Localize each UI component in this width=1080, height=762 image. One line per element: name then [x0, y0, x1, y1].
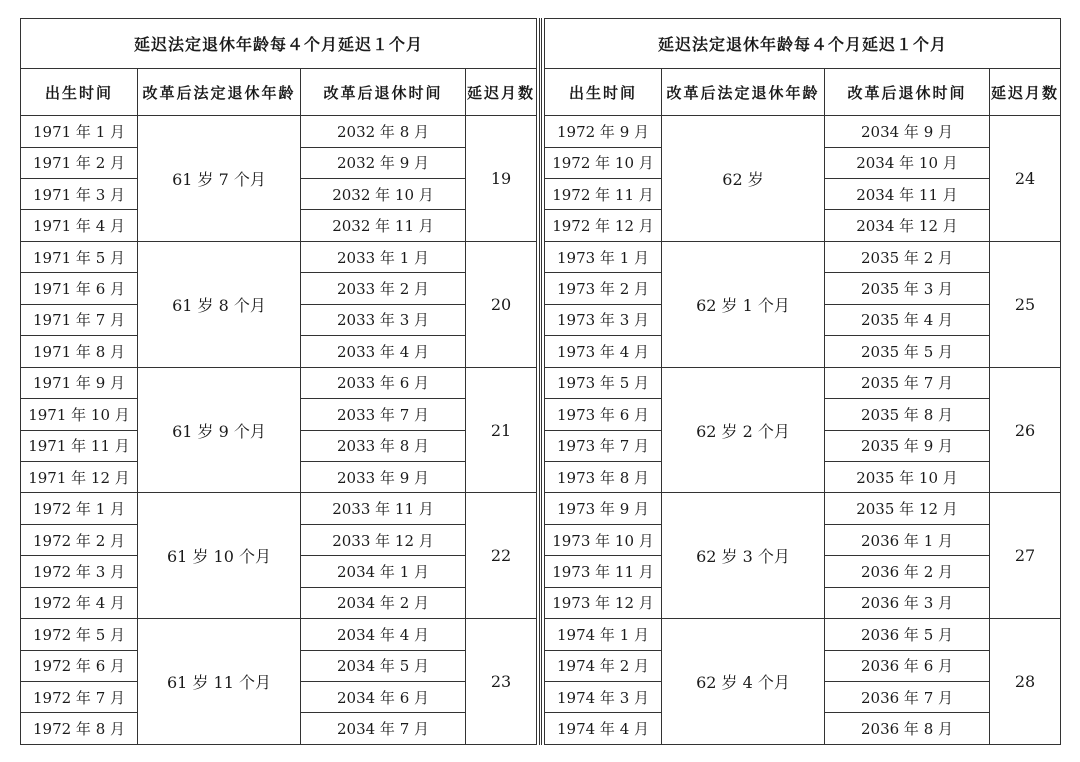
retirement-date-cell: 2036 年 5 月 [825, 619, 990, 650]
retirement-date-cell: 2032 年 9 月 [301, 147, 466, 178]
retirement-date-cell: 2033 年 11 月 [301, 493, 466, 524]
retirement-date-cell: 2036 年 1 月 [825, 524, 990, 555]
retirement-date-cell: 2034 年 11 月 [825, 179, 990, 210]
retirement-date-cell: 2035 年 7 月 [825, 367, 990, 398]
birth-date-cell: 1971 年 6 月 [21, 273, 138, 304]
retirement-table-left [20, 18, 537, 745]
header-retirement-date: 改革后退休时间 [301, 69, 466, 116]
table-row [545, 619, 1061, 650]
birth-date-cell: 1971 年 11 月 [21, 430, 138, 461]
retirement-age-cell: 62 岁 3 个月 [662, 493, 825, 619]
delay-months-cell: 20 [466, 241, 537, 367]
delay-months-cell: 23 [466, 619, 537, 745]
retirement-date-cell: 2032 年 11 月 [301, 210, 466, 241]
retirement-date-cell: 2035 年 4 月 [825, 304, 990, 335]
table-title: 延迟法定退休年龄每４个月延迟１个月 [545, 19, 1061, 69]
retirement-age-cell: 61 岁 7 个月 [138, 116, 301, 242]
birth-date-cell: 1973 年 7 月 [545, 430, 662, 461]
table-row [21, 493, 537, 524]
birth-date-cell: 1971 年 3 月 [21, 179, 138, 210]
delay-months-cell: 28 [990, 619, 1061, 745]
table-row [545, 493, 1061, 524]
birth-date-cell: 1971 年 4 月 [21, 210, 138, 241]
retirement-date-cell: 2034 年 9 月 [825, 116, 990, 147]
delay-months-cell: 21 [466, 367, 537, 493]
birth-date-cell: 1974 年 2 月 [545, 650, 662, 681]
retirement-age-cell: 61 岁 11 个月 [138, 619, 301, 745]
birth-date-cell: 1972 年 9 月 [545, 116, 662, 147]
birth-date-cell: 1971 年 1 月 [21, 116, 138, 147]
birth-date-cell: 1973 年 10 月 [545, 524, 662, 555]
retirement-date-cell: 2035 年 9 月 [825, 430, 990, 461]
birth-date-cell: 1971 年 8 月 [21, 336, 138, 367]
header-delay-months: 延迟月数 [466, 69, 537, 116]
retirement-date-cell: 2033 年 2 月 [301, 273, 466, 304]
retirement-date-cell: 2034 年 1 月 [301, 556, 466, 587]
birth-date-cell: 1972 年 1 月 [21, 493, 138, 524]
retirement-age-cell: 61 岁 8 个月 [138, 241, 301, 367]
retirement-date-cell: 2033 年 4 月 [301, 336, 466, 367]
retirement-date-cell: 2036 年 6 月 [825, 650, 990, 681]
header-retirement-date: 改革后退休时间 [825, 69, 990, 116]
header-retirement-age: 改革后法定退休年龄 [662, 69, 825, 116]
birth-date-cell: 1972 年 3 月 [21, 556, 138, 587]
retirement-age-cell: 61 岁 10 个月 [138, 493, 301, 619]
retirement-date-cell: 2036 年 7 月 [825, 682, 990, 713]
birth-date-cell: 1973 年 8 月 [545, 461, 662, 492]
birth-date-cell: 1971 年 7 月 [21, 304, 138, 335]
table-row [545, 367, 1061, 398]
retirement-date-cell: 2032 年 8 月 [301, 116, 466, 147]
retirement-date-cell: 2033 年 12 月 [301, 524, 466, 555]
retirement-date-cell: 2034 年 7 月 [301, 713, 466, 745]
retirement-date-cell: 2036 年 8 月 [825, 713, 990, 745]
retirement-date-cell: 2035 年 8 月 [825, 399, 990, 430]
birth-date-cell: 1973 年 6 月 [545, 399, 662, 430]
header-delay-months: 延迟月数 [990, 69, 1061, 116]
birth-date-cell: 1974 年 3 月 [545, 682, 662, 713]
birth-date-cell: 1973 年 1 月 [545, 241, 662, 272]
birth-date-cell: 1972 年 10 月 [545, 147, 662, 178]
retirement-date-cell: 2034 年 2 月 [301, 587, 466, 618]
table-header-row [545, 69, 1061, 116]
retirement-table-right [544, 18, 1061, 745]
retirement-age-cell: 62 岁 2 个月 [662, 367, 825, 493]
retirement-date-cell: 2034 年 10 月 [825, 147, 990, 178]
birth-date-cell: 1971 年 9 月 [21, 367, 138, 398]
retirement-date-cell: 2034 年 6 月 [301, 682, 466, 713]
delay-months-cell: 22 [466, 493, 537, 619]
birth-date-cell: 1972 年 5 月 [21, 619, 138, 650]
retirement-date-cell: 2035 年 5 月 [825, 336, 990, 367]
birth-date-cell: 1972 年 7 月 [21, 682, 138, 713]
retirement-date-cell: 2035 年 12 月 [825, 493, 990, 524]
birth-date-cell: 1972 年 12 月 [545, 210, 662, 241]
retirement-date-cell: 2033 年 9 月 [301, 461, 466, 492]
table-row [21, 367, 537, 398]
table-row [21, 116, 537, 147]
document [20, 18, 1061, 745]
retirement-age-cell: 61 岁 9 个月 [138, 367, 301, 493]
retirement-date-cell: 2033 年 3 月 [301, 304, 466, 335]
birth-date-cell: 1972 年 2 月 [21, 524, 138, 555]
delay-months-cell: 19 [466, 116, 537, 242]
table-row [545, 241, 1061, 272]
table-title: 延迟法定退休年龄每４个月延迟１个月 [21, 19, 537, 69]
birth-date-cell: 1973 年 12 月 [545, 587, 662, 618]
birth-date-cell: 1973 年 2 月 [545, 273, 662, 304]
table-divider [539, 18, 542, 745]
birth-date-cell: 1974 年 1 月 [545, 619, 662, 650]
retirement-age-cell: 62 岁 4 个月 [662, 619, 825, 745]
retirement-date-cell: 2032 年 10 月 [301, 179, 466, 210]
retirement-age-cell: 62 岁 1 个月 [662, 241, 825, 367]
retirement-date-cell: 2033 年 6 月 [301, 367, 466, 398]
retirement-age-cell: 62 岁 [662, 116, 825, 242]
retirement-date-cell: 2035 年 10 月 [825, 461, 990, 492]
header-birth-date: 出生时间 [545, 69, 662, 116]
birth-date-cell: 1974 年 4 月 [545, 713, 662, 745]
birth-date-cell: 1973 年 5 月 [545, 367, 662, 398]
table-title-row [545, 19, 1061, 69]
table-row [21, 619, 537, 650]
birth-date-cell: 1971 年 2 月 [21, 147, 138, 178]
retirement-date-cell: 2036 年 2 月 [825, 556, 990, 587]
header-birth-date: 出生时间 [21, 69, 138, 116]
retirement-date-cell: 2035 年 2 月 [825, 241, 990, 272]
retirement-date-cell: 2034 年 5 月 [301, 650, 466, 681]
delay-months-cell: 26 [990, 367, 1061, 493]
birth-date-cell: 1972 年 8 月 [21, 713, 138, 745]
header-retirement-age: 改革后法定退休年龄 [138, 69, 301, 116]
table-row [545, 116, 1061, 147]
table-header-row [21, 69, 537, 116]
delay-months-cell: 24 [990, 116, 1061, 242]
table-title-row [21, 19, 537, 69]
birth-date-cell: 1973 年 11 月 [545, 556, 662, 587]
table-row [21, 241, 537, 272]
birth-date-cell: 1972 年 11 月 [545, 179, 662, 210]
birth-date-cell: 1972 年 6 月 [21, 650, 138, 681]
birth-date-cell: 1971 年 10 月 [21, 399, 138, 430]
birth-date-cell: 1971 年 5 月 [21, 241, 138, 272]
birth-date-cell: 1972 年 4 月 [21, 587, 138, 618]
retirement-date-cell: 2033 年 7 月 [301, 399, 466, 430]
delay-months-cell: 27 [990, 493, 1061, 619]
retirement-date-cell: 2035 年 3 月 [825, 273, 990, 304]
birth-date-cell: 1973 年 3 月 [545, 304, 662, 335]
birth-date-cell: 1971 年 12 月 [21, 461, 138, 492]
retirement-date-cell: 2033 年 1 月 [301, 241, 466, 272]
birth-date-cell: 1973 年 4 月 [545, 336, 662, 367]
retirement-date-cell: 2034 年 12 月 [825, 210, 990, 241]
retirement-date-cell: 2033 年 8 月 [301, 430, 466, 461]
retirement-date-cell: 2036 年 3 月 [825, 587, 990, 618]
delay-months-cell: 25 [990, 241, 1061, 367]
retirement-date-cell: 2034 年 4 月 [301, 619, 466, 650]
birth-date-cell: 1973 年 9 月 [545, 493, 662, 524]
